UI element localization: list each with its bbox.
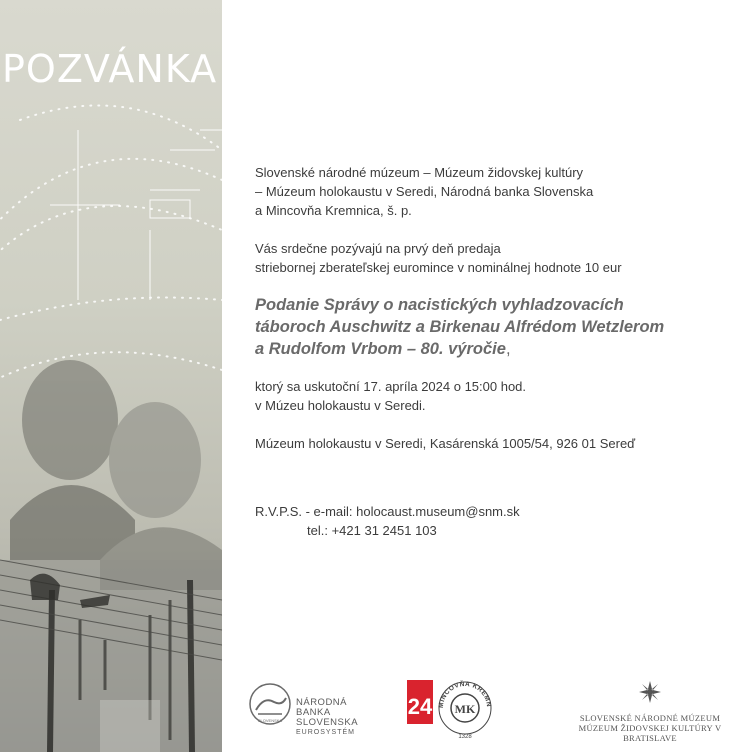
nbs-emblem-icon <box>248 682 292 726</box>
coin-title-line: táboroch Auschwitz a Birkenau Alfrédom Wetzlerom <box>255 318 665 336</box>
organizers-line: – Múzeum holokaustu v Seredi, Národná banka Slovenska <box>255 184 594 199</box>
mincovna-monogram: MK <box>454 702 476 716</box>
rsvp-phone: tel.: +421 31 2451 103 <box>307 523 437 538</box>
mincovna-year: 1328 <box>458 734 472 740</box>
event-line: v Múzeu holokaustu v Seredi. <box>255 398 426 413</box>
mincovna-emblem-icon <box>405 674 497 740</box>
invitation-body <box>255 163 725 453</box>
coin-title-line-last <box>255 338 725 360</box>
invite-line: Vás srdečne pozývajú na prvý deň predaja <box>255 241 501 256</box>
snm-star-icon <box>638 680 662 704</box>
mincovna-logo <box>405 674 497 740</box>
mincovna-arc-text: MINCOVŇA KREMN <box>437 680 493 709</box>
coin-title-text: a Rudolfom Vrbom – 80. výročie <box>255 340 506 358</box>
event-line: ktorý sa uskutoční 17. apríla 2024 o 15:00 hod. <box>255 379 527 394</box>
nbs-line: NÁRODNÁ <box>296 697 348 708</box>
snm-logo <box>560 680 740 743</box>
rsvp-block <box>255 502 520 540</box>
nbs-line: BANKA <box>296 707 331 718</box>
mincovna-number: 24 <box>407 694 433 719</box>
rsvp-email: R.V.P.S. - e-mail: holocaust.museum@snm.sk <box>255 504 520 519</box>
coin-title-suffix: , <box>505 340 511 358</box>
poster-artwork <box>0 0 222 752</box>
event-address: Múzeum holokaustu v Seredi, Kasárenská 1005/54, 926 01 Sereď <box>255 436 636 451</box>
nbs-mark-text: SLOVENSKA <box>257 718 283 723</box>
partner-logos <box>0 670 747 743</box>
nbs-line: EUROSYSTÉM <box>296 729 356 736</box>
coin-title-line: Podanie Správy o nacistických vyhladzovacích <box>255 296 624 314</box>
organizers-line: a Mincovňa Kremnica, š. p. <box>255 203 412 218</box>
nbs-line: SLOVENSKA <box>296 717 359 728</box>
poster-panel <box>0 0 222 752</box>
snm-line: SLOVENSKÉ NÁRODNÉ MÚZEUM <box>579 713 721 723</box>
snm-line: MÚZEUM ŽIDOVSKEJ KULTÚRY V BRATISLAVE <box>578 723 722 743</box>
organizers-line: Slovenské národné múzeum – Múzeum židovskej kultúry <box>255 165 584 180</box>
nbs-logo <box>248 682 368 736</box>
poster-title: POZVÁNKA <box>2 47 218 91</box>
invite-line: striebornej zberateľskej euromince v nominálnej hodnote 10 eur <box>255 260 622 275</box>
